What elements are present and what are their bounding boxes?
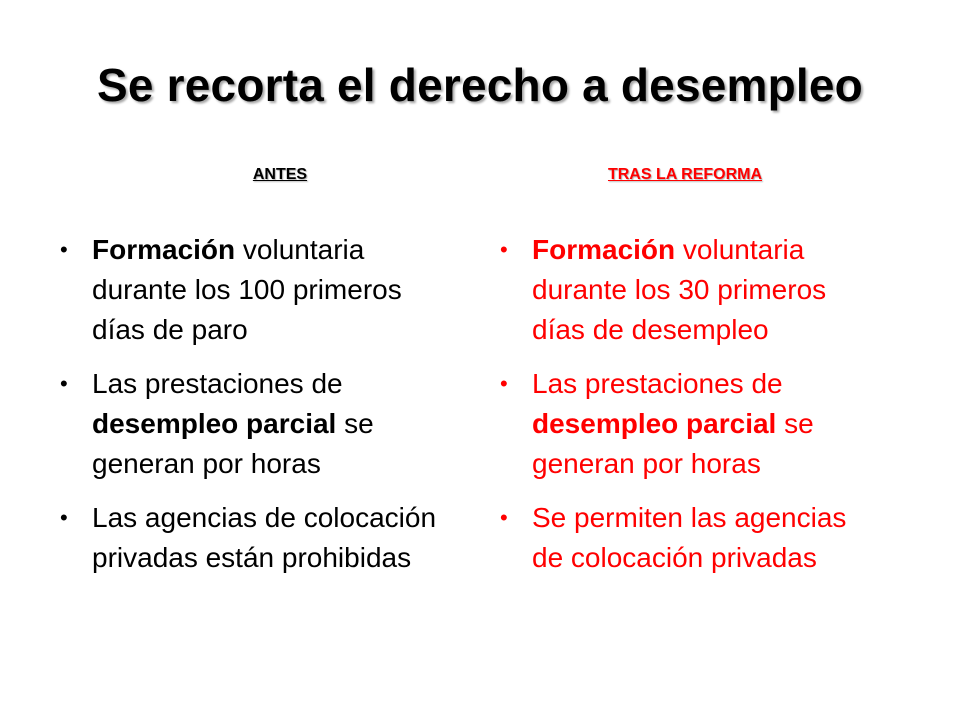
list-item xyxy=(500,364,880,484)
bullet-text: Se permiten las agencias de colocación privadas xyxy=(532,502,847,573)
bullet-bold-text: desempleo parcial xyxy=(532,408,777,439)
bullet-text: Las agencias de colocación privadas están prohibidas xyxy=(92,502,437,573)
list-item xyxy=(500,230,880,350)
bullet-icon: • xyxy=(60,505,68,530)
list-item xyxy=(60,498,440,578)
column-before xyxy=(60,230,440,592)
slide-title: Se recorta el derecho a desempleo xyxy=(97,59,863,111)
list-item xyxy=(60,230,440,350)
bullet-text: voluntaria durante los 100 primeros días de paro xyxy=(92,234,402,345)
bullet-icon: • xyxy=(500,505,508,530)
column-heading-before: ANTES xyxy=(252,166,308,183)
list-item xyxy=(60,364,440,484)
column-after xyxy=(500,230,880,592)
bullet-text: se generan por horas xyxy=(92,408,374,479)
bullet-icon: • xyxy=(60,371,68,396)
bullet-icon: • xyxy=(500,237,508,262)
column-heading-after: TRAS LA REFORMA xyxy=(607,166,763,183)
bullet-bold-text: Formación xyxy=(92,234,236,265)
bullet-bold-text: desempleo parcial xyxy=(92,408,337,439)
list-item xyxy=(500,498,880,578)
bullet-icon: • xyxy=(500,371,508,396)
bullet-text: Las prestaciones de xyxy=(532,368,783,399)
bullet-icon: • xyxy=(60,237,68,262)
bullet-text: voluntaria durante los 30 primeros días de desempleo xyxy=(532,234,827,345)
bullet-bold-text: Formación xyxy=(532,234,676,265)
bullet-text: Las prestaciones de xyxy=(92,368,343,399)
bullet-text: se generan por horas xyxy=(532,408,814,479)
